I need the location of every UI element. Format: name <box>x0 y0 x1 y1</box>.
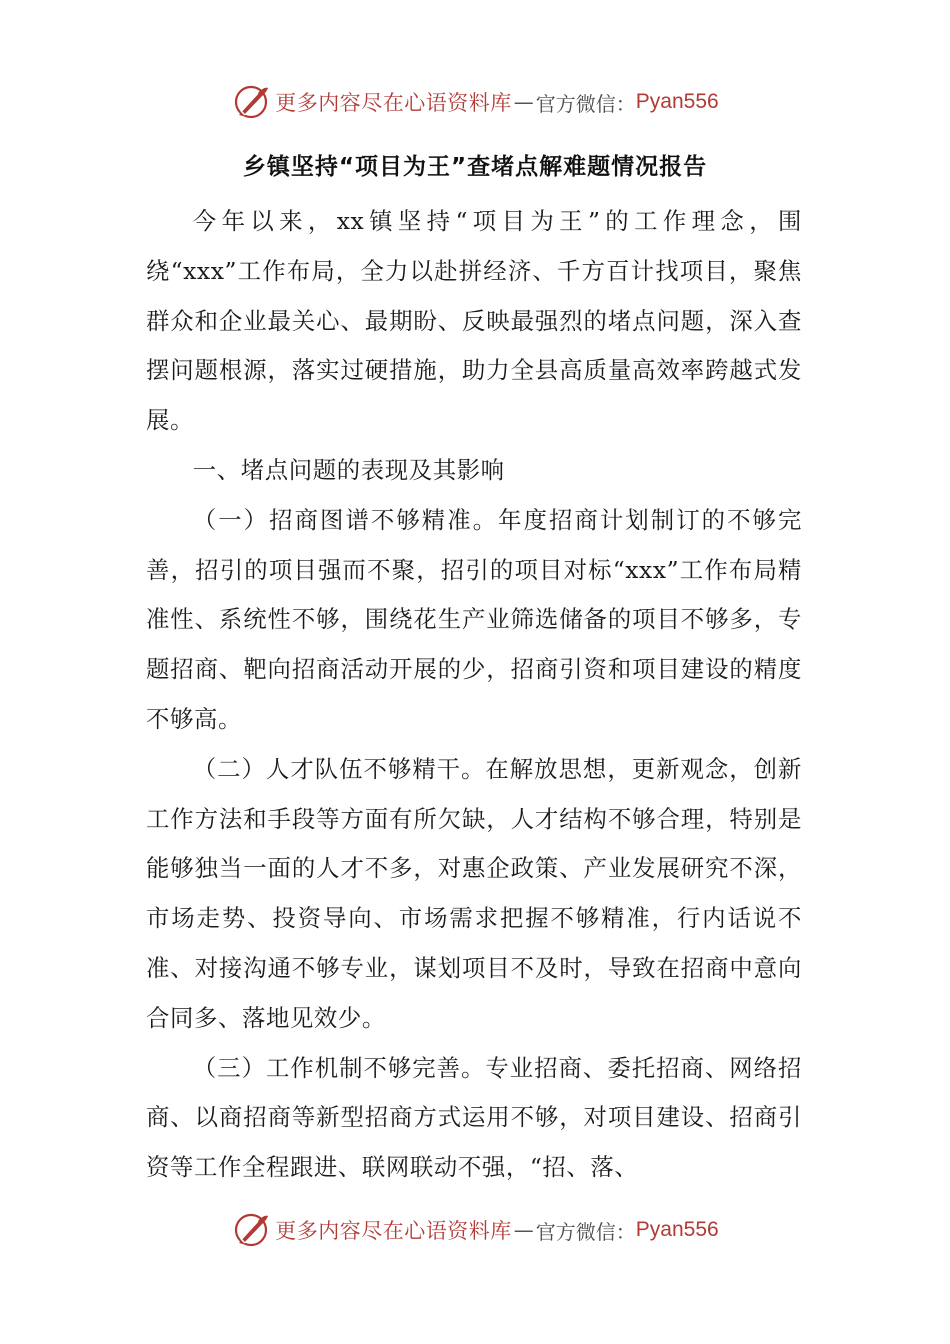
quill-pen-logo-icon <box>231 1210 271 1250</box>
paragraph-item-2: （二）人才队伍不够精干。在解放思想，更新观念，创新工作方法和手段等方面有所欠缺，人才结构不够合理，特别是能够独当一面的人才不多，对惠企政策、产业发展研究不深，市场走势、投资导向、市场需求把握不够精准，行内话说不准、对接沟通不够专业，谋划项目不及时，导致在招商中意向合同多、落地见效少。 <box>146 754 802 1032</box>
wechat-id: Pyan556 <box>635 1218 719 1241</box>
official-wechat-label: 官方微信： <box>535 1219 636 1244</box>
promo-text: 更多内容尽在心语资料库 <box>275 91 512 115</box>
banner-separator: — <box>513 1218 534 1242</box>
section-heading: 一、堵点问题的表现及其影响 <box>192 455 505 484</box>
banner-separator: — <box>513 90 534 114</box>
official-wechat-label: 官方微信： <box>535 91 636 116</box>
document-title: 乡镇坚持“项目为王”查堵点解难题情况报告 <box>242 154 708 180</box>
header-banner <box>0 78 950 126</box>
wechat-id: Pyan556 <box>635 90 719 113</box>
paragraph-item-3: （三）工作机制不够完善。专业招商、委托招商、网络招商、以商招商等新型招商方式运用不够，对项目建设、招商引资等工作全程跟进、联网联动不强，“招、落、 <box>146 1053 802 1182</box>
footer-banner <box>0 1206 950 1254</box>
document-body <box>146 197 802 1193</box>
paragraph-item-1: （一）招商图谱不够精准。年度招商计划制订的不够完善，招引的项目强而不聚，招引的项目对标“xxx”工作布局精准性、系统性不够，围绕花生产业筛选储备的项目不够多，专题招商、靶向招商活动开展的少，招商引资和项目建设的精度不够高。 <box>146 505 802 733</box>
intro-paragraph: 今年以来，xx镇坚持“项目为王”的工作理念，围绕“xxx”工作布局，全力以赴拼经济、千方百计找项目，聚焦群众和企业最关心、最期盼、反映最强烈的堵点问题，深入查摆问题根源，落实过硬措施，助力全县高质量高效率跨越式发展。 <box>146 207 802 435</box>
promo-text: 更多内容尽在心语资料库 <box>275 1219 512 1243</box>
quill-pen-logo-icon <box>231 82 271 122</box>
